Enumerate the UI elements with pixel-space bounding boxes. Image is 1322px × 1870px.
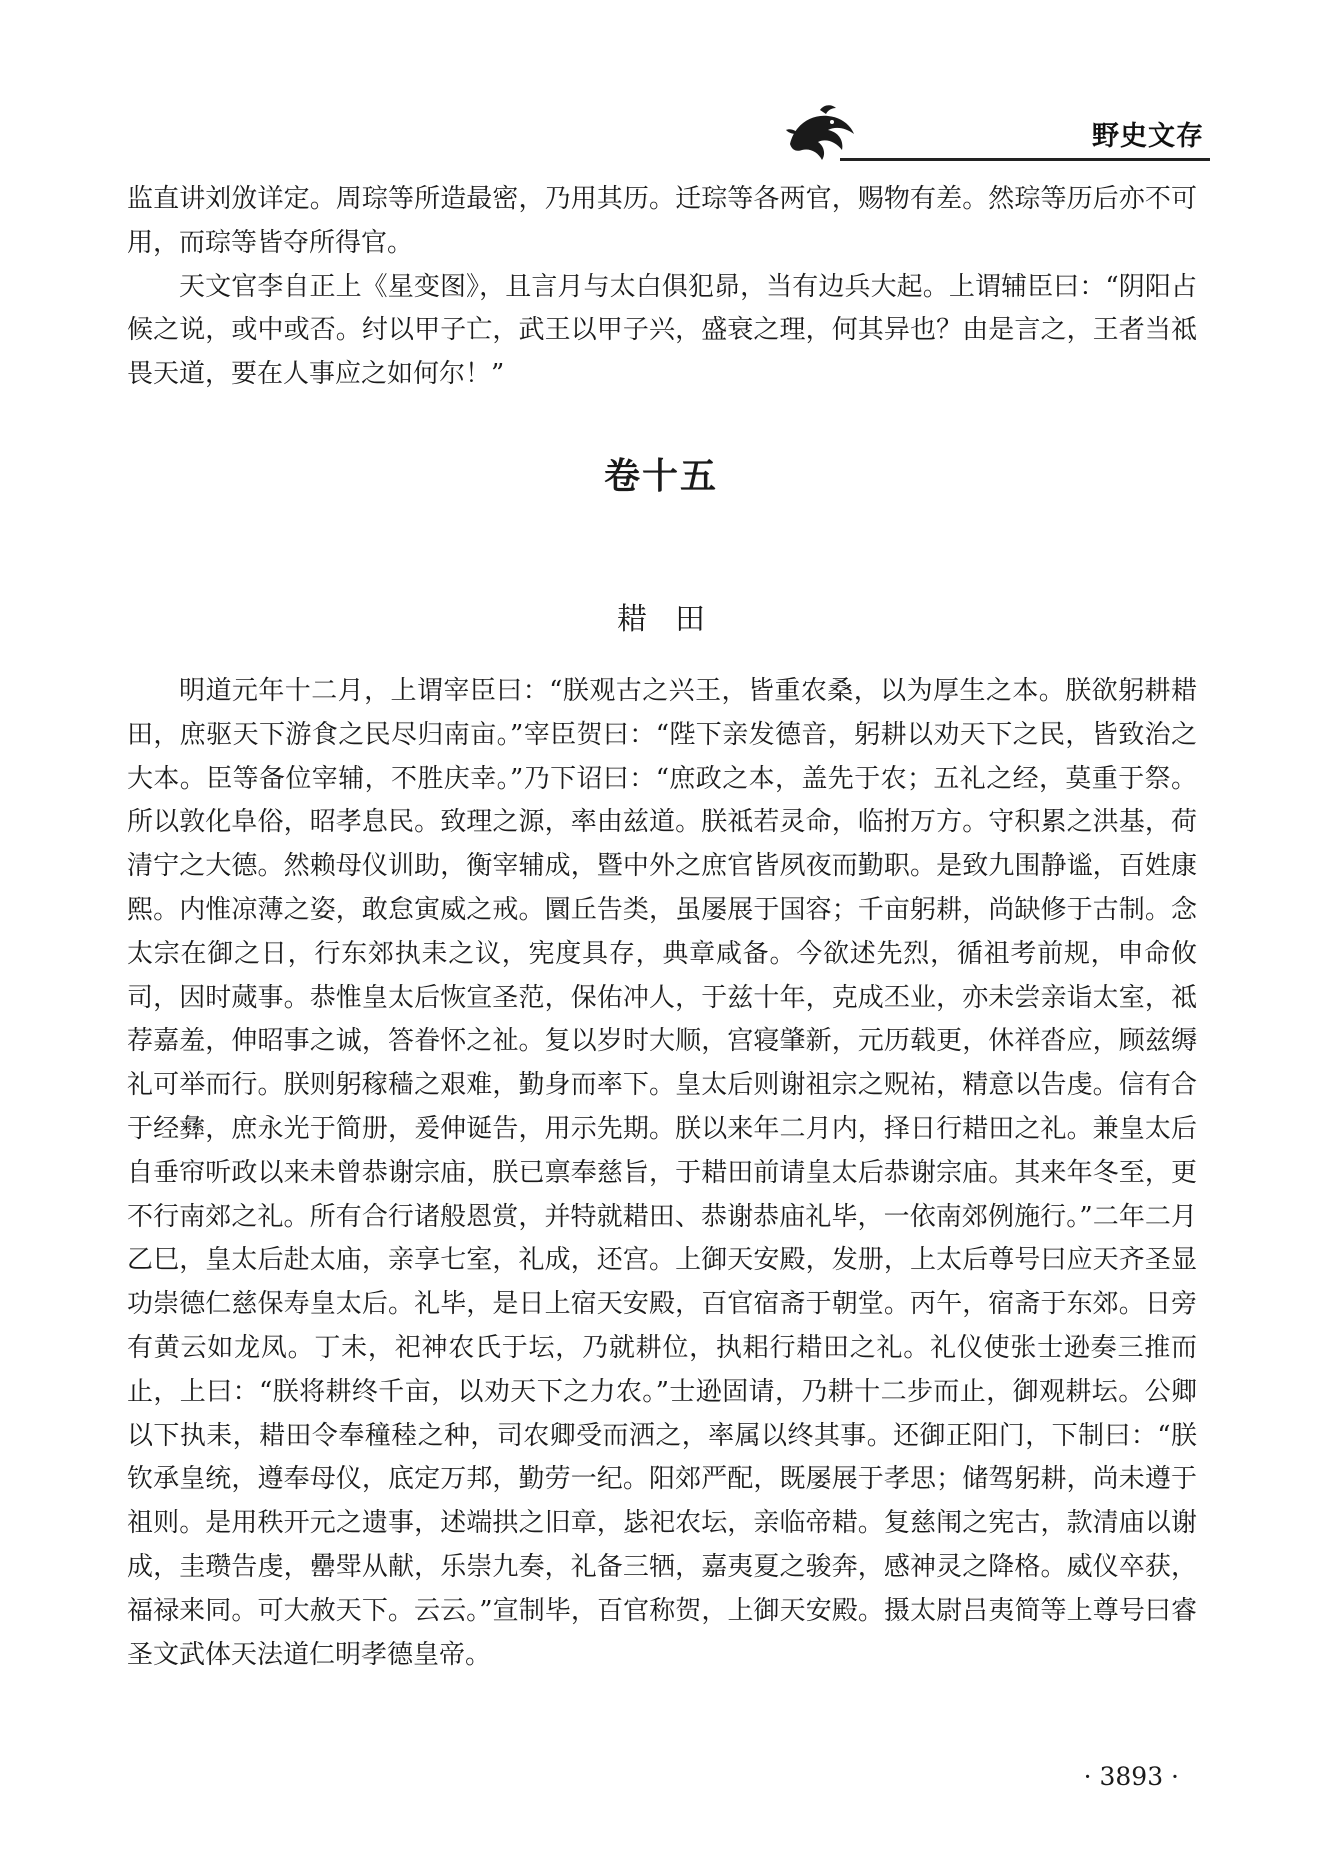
continuation-text xyxy=(127,178,1197,397)
series-title: 野史文存 xyxy=(1092,121,1204,152)
body-paragraph: 明道元年十二月，上谓宰臣曰：“朕观古之兴王，皆重农桑，以为厚生之本。朕欲躬耕耤田，庶驱天下游食之民尽归南亩。”宰臣贺曰：“陛下亲发德音，躬耕以劝天下之民，皆致治之大本。臣等备位宰辅，不胜庆幸。”乃下诏曰：“庶政之本，盖先于农；五礼之经，莫重于祭。所以敦化阜俗，昭孝息民。致理之源，率由兹道。朕祗若灵命，临拊万方。守积累之洪基，荷清宁之大德。然赖母仪训助，衡宰辅成，暨中外之庶官皆夙夜而勤职。是致九围静谧，百姓康熙。内惟凉薄之姿，敢怠寅威之戒。圜丘告类，虽屡展于国容；千亩躬耕，尚缺修于古制。念太宗在御之日，行东郊执耒之议，宪度具存，典章咸备。今欲述先烈，循祖考前规，申命攸司，因时蒇事。恭惟皇太后恢宣圣范，保佑冲人，于兹十年，克成丕业，亦未尝亲诣太室，祗荐嘉羞，伸昭事之诚，答眷怀之祉。复以岁时大顺，宫寝肇新，元历载更，休祥沓应，顾兹缛礼可举而行。朕则躬稼穑之艰难，勤身而率下。皇太后则谢祖宗之贶祐，精意以告虔。信有合于经彝，庶永光于简册，爰伸诞告，用示先期。朕以来年二月内，择日行耤田之礼。兼皇太后自垂帘听政以来未曾恭谢宗庙，朕已禀奉慈旨，于耤田前请皇太后恭谢宗庙。其来年冬至，更不行南郊之礼。所有合行诸般恩赏，并特就耤田、恭谢恭庙礼毕，一依南郊例施行。”二年二月乙巳，皇太后赴太庙，亲享七室，礼成，还宫。上御天安殿，发册，上太后尊号曰应天齐圣显功崇德仁慈保寿皇太后。礼毕，是日上宿天安殿，百官宿斋于朝堂。丙午，宿斋于东郊。日旁有黄云如龙凤。丁未，祀神农氏于坛，乃就耕位，执耜行耤田之礼。礼仪使张士逊奏三推而止，上曰：“朕将耕终千亩，以劝天下之力农。”士逊固请，乃耕十二步而止，御观耕坛。公卿以下执耒，耤田令奉穜稑之种，司农卿受而洒之，率属以终其事。还御正阳门，下制曰：“朕钦承皇统，遵奉母仪，底定万邦，勤劳一纪。阳郊严配，既屡展于孝思；储驾躬耕，尚未遵于祖则。是用秩开元之遗事，述端拱之旧章，毖祀农坛，亲临帝耤。复慈闱之宪古，款清庙以谢成，圭瓒告虔，罍斝从献，乐崇九奏，礼备三牺，嘉夷夏之骏奔，感神灵之降格。威仪卒获，福禄来同。可大赦天下。云云。”宣制毕，百官称贺，上御天安殿。摄太尉吕夷简等上尊号曰睿圣文武体天法道仁明孝德皇帝。 xyxy=(127,676,1197,1670)
page-number: · 3893 · xyxy=(1083,1762,1179,1791)
page-header xyxy=(780,100,1210,170)
continuation-paragraph: 天文官李自正上《星变图》，且言月与太白俱犯昴，当有边兵大起。上谓辅臣曰：“阴阳占候之说，或中或否。纣以甲子亡，武王以甲子兴，盛衰之理，何其异也？由是言之，王者当祗畏天道，要在人事应之如何尔！” xyxy=(127,271,1197,390)
dragon-emblem-icon xyxy=(780,100,860,166)
chapter-title: 卷十五 xyxy=(603,456,718,497)
continuation-paragraph: 监直讲刘攽详定。周琮等所造最密，乃用其历。迁琮等各两官，赐物有差。然琮等历后亦不可用，而琮等皆夺所得官。 xyxy=(127,184,1197,258)
section-body xyxy=(127,670,1197,1677)
header-rule xyxy=(840,158,1210,161)
section-title: 耤田 xyxy=(617,602,733,637)
